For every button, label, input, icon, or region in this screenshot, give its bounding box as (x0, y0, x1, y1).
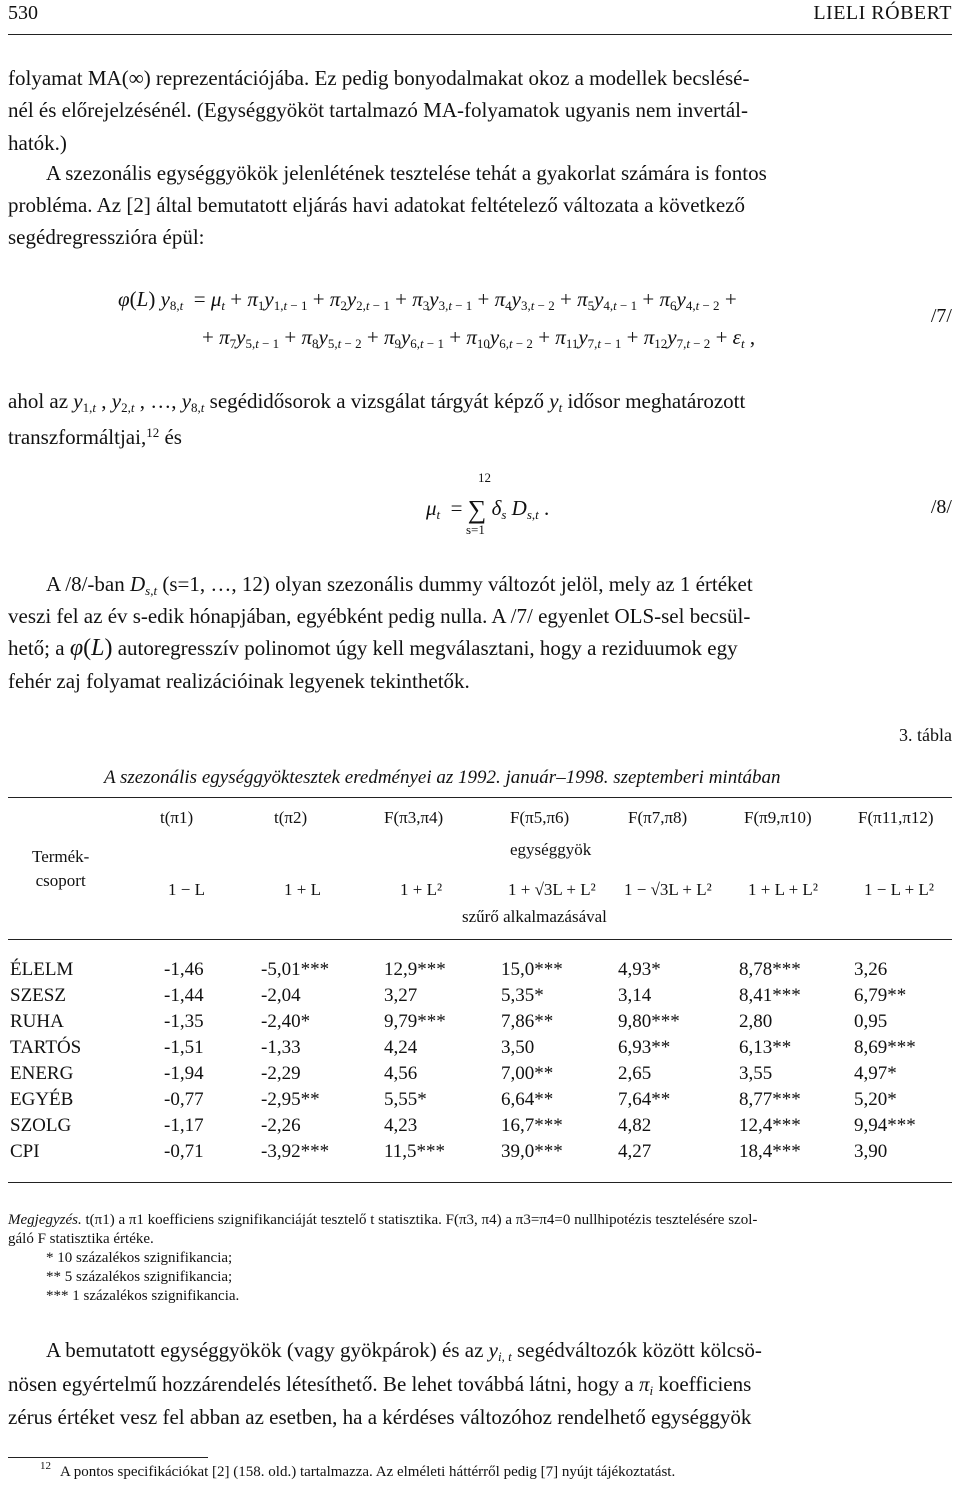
table-cell: 5,55* (384, 1089, 427, 1110)
equation-8-number: /8/ (930, 496, 952, 518)
table-cell: 5,20* (854, 1089, 897, 1110)
table-cell: -1,33 (261, 1037, 301, 1058)
table-cell: -3,92*** (261, 1141, 330, 1162)
table-cell: 7,64** (618, 1089, 671, 1110)
table-cell: 3,26 (854, 959, 888, 980)
table-cell: 15,0*** (501, 959, 563, 980)
table-row-group: SZESZ (10, 985, 66, 1006)
table-cell: 9,80*** (618, 1011, 680, 1032)
significance-note-3: *** 1 százalékos szignifikancia. (46, 1288, 240, 1304)
footnote-text: A pontos specifikációkat [2] (158. old.) tartalmazza. Az elméleti háttérről pedig [7] nyújt tájékoztatást. (60, 1464, 676, 1480)
table-cell: 8,78*** (739, 959, 801, 980)
table-cell: -5,01*** (261, 959, 330, 980)
table-cell: 39,0*** (501, 1141, 563, 1162)
page-header (8, 2, 952, 32)
table-cell: -2,95** (261, 1089, 320, 1110)
intro-line-6: segédregresszióra épül: (8, 225, 205, 249)
table-cell: 11,5*** (384, 1141, 446, 1162)
table-cell: 18,4*** (739, 1141, 801, 1162)
table-header-rule (8, 939, 952, 940)
table-cell: 2,80 (739, 1011, 773, 1032)
after8-line-3: hető; a φ(L) autoregresszív polinomot úgy kell megválasztani, hogy a reziduumok egy (8, 635, 738, 661)
unit-root-label: egységgyök (510, 840, 592, 859)
stat-header-1: t(π1) (160, 808, 194, 827)
filter-2: 1 + L (284, 880, 321, 899)
table-cell: -2,04 (261, 985, 301, 1006)
table-cell: 3,14 (618, 985, 652, 1006)
table-cell: 16,7*** (501, 1115, 563, 1136)
table-cell: 6,13** (739, 1037, 792, 1058)
significance-note-2: ** 5 százalékos szignifikancia; (46, 1269, 233, 1285)
table-row-group: SZOLG (10, 1115, 72, 1136)
intro-line-3: hatók.) (8, 131, 67, 155)
table-row-group: CPI (10, 1141, 40, 1162)
filter-5: 1 − √3L + L² (624, 880, 712, 899)
table-caption: A szezonális egységgyöktesztek eredményei az 1992. január–1998. szeptemberi mintában (104, 767, 781, 788)
table-cell: 9,79*** (384, 1011, 446, 1032)
sum-lower-limit: s=1 (466, 522, 485, 537)
table-cell: 4,82 (618, 1115, 652, 1136)
closing-line-3: zérus értéket vesz fel abban az esetben, ha a kérdéses változóhoz rendelhető egységgyök (8, 1405, 752, 1429)
filter-label: szűrő alkalmazásával (462, 907, 607, 926)
footnote-rule (8, 1457, 208, 1458)
table-row-group: TARTÓS (10, 1037, 82, 1058)
table-cell: 8,77*** (739, 1089, 801, 1110)
table-cell: 3,90 (854, 1141, 888, 1162)
table-row-group: ENERG (10, 1063, 74, 1084)
table-cell: 5,35* (501, 985, 544, 1006)
stat-header-7: F(π11,π12) (858, 808, 934, 827)
intro-line-2: nél és előrejelzésénél. (Egységgyököt tartalmazó MA-folyamatok ugyanis nem invertál- (8, 98, 748, 122)
table-cell: 6,93** (618, 1037, 671, 1058)
table-cell: 8,69*** (854, 1037, 916, 1058)
table-cell: -1,44 (164, 985, 204, 1006)
stat-header-5: F(π7,π8) (628, 808, 688, 827)
table-cell: 6,64** (501, 1089, 554, 1110)
table-cell: 4,93* (618, 959, 661, 980)
stat-header-3: F(π3,π4) (384, 808, 444, 827)
table-cell: -0,71 (164, 1141, 204, 1162)
stat-header-4: F(π5,π6) (510, 808, 570, 827)
table-cell: -1,17 (164, 1115, 204, 1136)
sum-upper-limit: 12 (478, 470, 491, 485)
intro-line-1: folyamat MA(∞) reprezentációjába. Ez pedig bonyodalmakat okoz a modellek becslésé- (8, 66, 750, 90)
group-header: Termék- csoport (32, 847, 90, 890)
table-cell: 3,27 (384, 985, 418, 1006)
table-cell: 8,41*** (739, 985, 801, 1006)
filter-1: 1 − L (168, 880, 205, 899)
intro-line-5: probléma. Az [2] által bemutatott eljárás havi adatokat feltételező változata a következő (8, 193, 745, 217)
table-cell: 4,27 (618, 1141, 652, 1162)
table-row-group: RUHA (10, 1011, 64, 1032)
table-cell: 4,97* (854, 1063, 897, 1084)
table-top-rule (8, 797, 952, 798)
table-cell: -1,35 (164, 1011, 204, 1032)
after7-line-2: transzformáltjai,$^{12}$ és (8, 425, 182, 449)
table-cell: 4,23 (384, 1115, 418, 1136)
stat-header-2: t(π2) (274, 808, 308, 827)
table-cell: 6,79** (854, 985, 907, 1006)
table-cell: -1,46 (164, 959, 204, 980)
after8-line-2: veszi fel az év s-edik hónapjában, egyébként pedig nulla. A /7/ egyenlet OLS-sel becsül- (8, 604, 751, 628)
footnote-mark: 12 (40, 1460, 51, 1472)
equation-7-line-1: φ(L) $y_{8,t} = \mu_t + \pi_1y_{1,t - 1} + \pi_2y_{2,t - 1} + \pi_3y_{3,t - 1} + \pi_4y_{3,t - 2} + \pi_5y_{4,t - 1} + \pi_6y_{4,t - 2}$ + (118, 287, 737, 313)
table-cell: 3,55 (739, 1063, 773, 1084)
table-cell: 0,95 (854, 1011, 888, 1032)
table-cell: 4,56 (384, 1063, 418, 1084)
header-rule (8, 34, 952, 35)
table-bottom-rule (8, 1182, 952, 1183)
table-cell: -2,29 (261, 1063, 301, 1084)
filter-4: 1 + √3L + L² (508, 880, 596, 899)
table-cell: 12,4*** (739, 1115, 801, 1136)
table-label: 3. tábla (899, 725, 952, 745)
table-cell: 4,24 (384, 1037, 418, 1058)
page-number: 530 (8, 2, 38, 24)
filter-6: 1 + L + L² (748, 880, 818, 899)
table-cell: -2,26 (261, 1115, 301, 1136)
equation-7-line-2: + $\pi_7y_{5,t - 1} + \pi_8y_{5,t - 2} + \pi_9y_{6,t - 1} + \pi_{10}y_{6,t - 2} + \pi_{11}y_{7,t - 1} + \pi_{12}y_{7,t - 2} + \varepsilon_t$ , (202, 325, 756, 351)
table-cell: -2,40* (261, 1011, 311, 1032)
running-author: LIELI RÓBERT (813, 2, 952, 24)
filter-3: 1 + L² (400, 880, 443, 899)
table-cell: -1,94 (164, 1063, 204, 1084)
table-cell: 12,9*** (384, 959, 446, 980)
after8-line-1: A /8/-ban $D_{s,t}$ (s=1, …, 12) olyan szezonális dummy változót jelöl, mely az 1 értéket (46, 572, 753, 598)
table-note-line-2: gáló F statisztika értéke. (8, 1231, 154, 1247)
table-cell: 7,00** (501, 1063, 554, 1084)
significance-note-1: * 10 százalékos szignifikancia; (46, 1250, 233, 1266)
after7-line-1: ahol az $y_{1,t}$ , $y_{2,t}$ , …, $y_{8,t}$ segédidősorok a vizsgálat tárgyát képző $y_t$ idősor meghatározott (8, 389, 746, 415)
table-row-group: ÉLELM (10, 959, 74, 980)
stat-header-6: F(π9,π10) (744, 808, 812, 827)
equation-8-body: $\mu_t$ = ∑ $\delta_s$ $D_{s,t}$ . (426, 495, 550, 524)
table-note-line-1: Megjegyzés. t(π1) a π1 koefficiens szignifikanciáját tesztelő t statisztika. F(π3, π4) a π3=π4=0 nullhipotézis tesztelésére szol- (8, 1212, 758, 1228)
table-cell: 7,86** (501, 1011, 554, 1032)
table-cell: 2,65 (618, 1063, 652, 1084)
closing-line-1: A bemutatott egységgyökök (vagy gyökpárok) és az $y_{i, t}$ segédváltozók között kölcsö- (46, 1338, 762, 1364)
intro-line-4: A szezonális egységgyökök jelenlétének tesztelése tehát a gyakorlat számára is fontos (46, 161, 767, 185)
equation-7-number: /7/ (930, 305, 952, 327)
table-cell: -1,51 (164, 1037, 204, 1058)
table-cell: -0,77 (164, 1089, 204, 1110)
filter-7: 1 − L + L² (864, 880, 934, 899)
table-cell: 3,50 (501, 1037, 535, 1058)
closing-line-2: nösen egyértelmű hozzárendelés létesíthető. Be lehet továbbá látni, hogy a $\pi_i$ koefficiens (8, 1372, 752, 1398)
table-cell: 9,94*** (854, 1115, 916, 1136)
after8-line-4: fehér zaj folyamat realizációinak legyenek tekinthetők. (8, 669, 470, 693)
footnote-ref: 12 (146, 425, 160, 440)
table-row-group: EGYÉB (10, 1089, 74, 1110)
